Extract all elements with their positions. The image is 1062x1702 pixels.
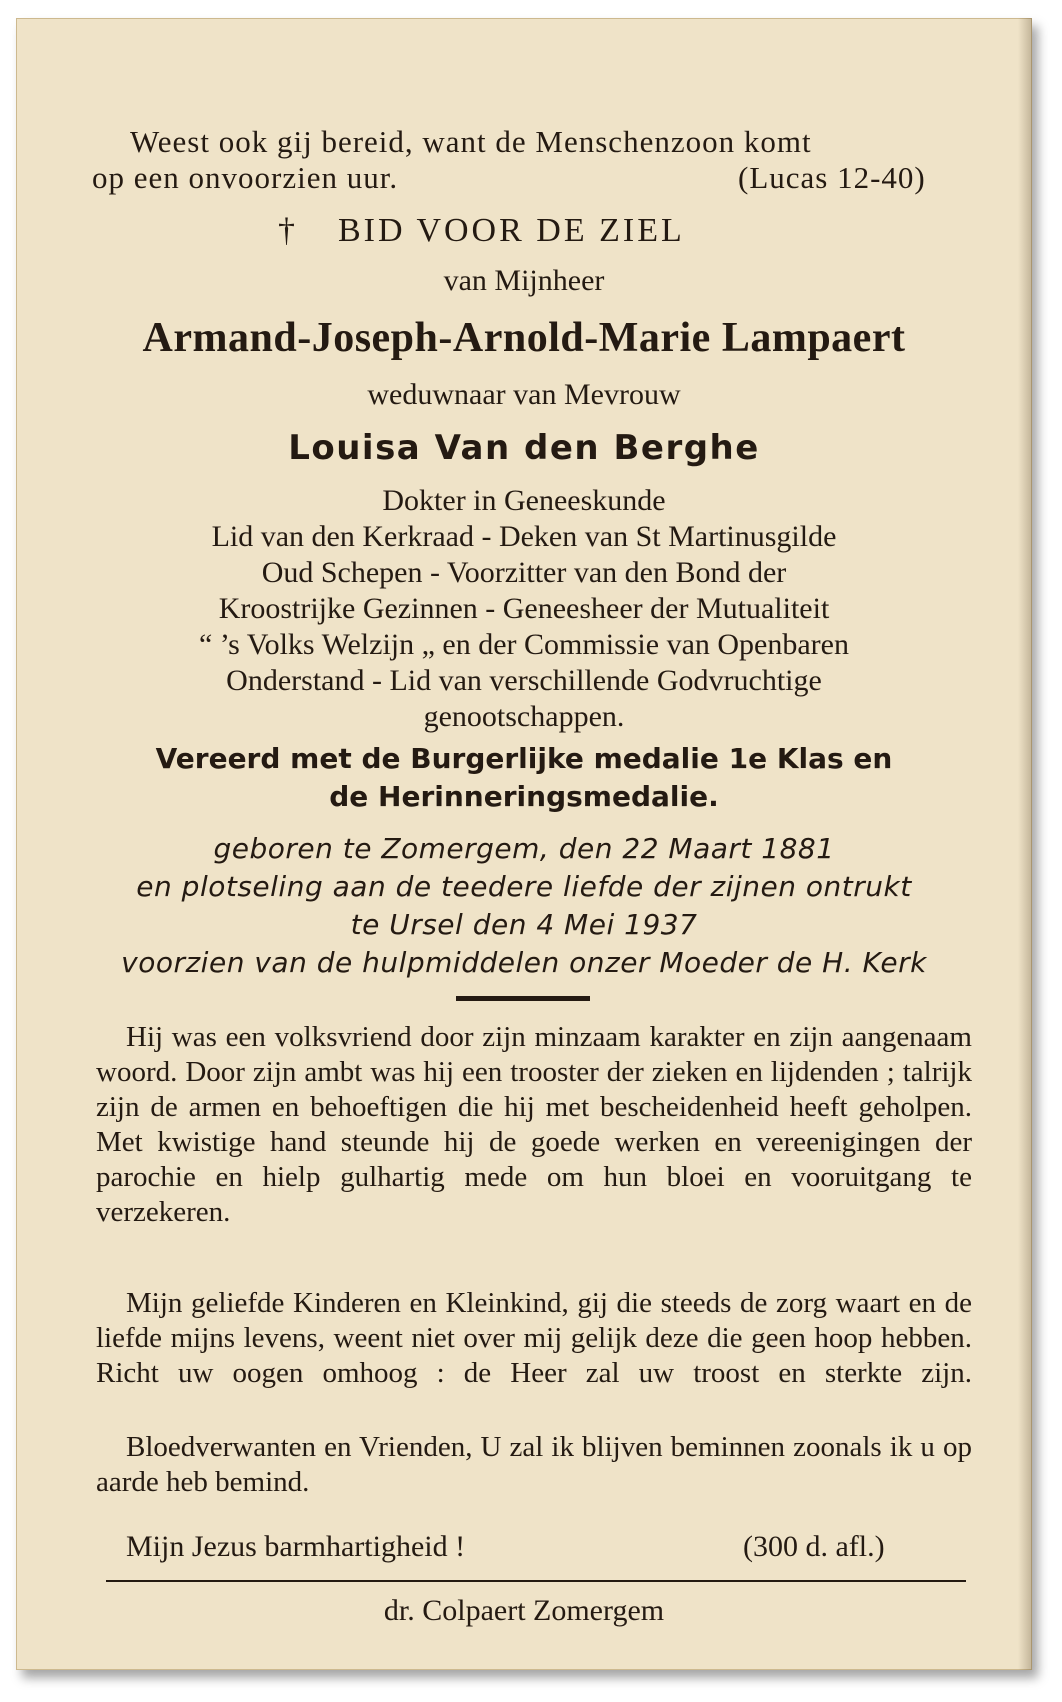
- paragraph-biography: Hij was een volksvriend door zijn minzaam karakter en zijn aangenaam woord. Door zijn ambt was hij een trooster der zieken en lijdenden ; talrijk zijn de armen en behoeftigen die hij met bescheidenheid heeft geholpen. Met kwistige hand steunde hij de goede werken en vereenigingen der parochie en hielp gulhartig mede om hun bloei en vooruitgang te verzekeren.: [96, 1021, 972, 1228]
- memorial-card: [16, 18, 1032, 1670]
- closing-prayer: Mijn Jezus barmhartigheid !: [126, 1530, 466, 1563]
- honors-line: de Herinneringsmedalie.: [329, 780, 719, 813]
- deceased-name: Armand-Joseph-Arnold-Marie Lampaert: [142, 315, 906, 361]
- prayer-heading: BID VOOR DE ZIEL: [338, 212, 685, 249]
- printer-credit: dr. Colpaert Zomergem: [383, 1594, 665, 1627]
- widower-line: weduwnaar van Mevrouw: [367, 378, 681, 411]
- title-line: Onderstand - Lid van verschillende Godvruchtige: [226, 664, 822, 697]
- title-line: “ ’s Volks Welzijn „ en der Commissie van Openbaren: [199, 628, 849, 661]
- title-line: Oud Schepen - Voorzitter van den Bond der: [261, 556, 787, 589]
- date-line: voorzien van de hulpmiddelen onzer Moeder de H. Kerk: [121, 946, 927, 979]
- quote-reference: (Lucas 12-40): [738, 160, 926, 195]
- indulgence-note: (300 d. afl.): [743, 1530, 885, 1563]
- title-line: Dokter in Geneeskunde: [382, 484, 666, 517]
- date-line: en plotseling aan de teedere liefde der zijnen ontrukt: [136, 870, 912, 903]
- quote-line-2: op een onvoorzien uur.: [92, 160, 399, 195]
- paragraph-friends: Bloedverwanten en Vrienden, U zal ik blijven beminnen zoonals ik u op aarde heb bemind.: [96, 1431, 972, 1498]
- paragraph-family: Mijn geliefde Kinderen en Kleinkind, gij die steeds de zorg waart en de liefde mijns levens, weent niet over mij gelijk deze die geen hoop hebben. Richt uw oogen omhoog : de Heer zal uw troost en sterkte zijn.: [96, 1287, 972, 1389]
- title-line: Lid van den Kerkraad - Deken van St Martinusgilde: [211, 520, 837, 553]
- divider-long: [106, 1580, 966, 1582]
- title-line: Kroostrijke Gezinnen - Geneesheer der Mutualiteit: [218, 592, 830, 625]
- quote-line-1: Weest ook gij bereid, want de Menschenzoon komt: [130, 124, 812, 159]
- title-line: genootschappen.: [423, 700, 625, 733]
- honors-line: Vereerd met de Burgerlijke medalie 1e Klas en: [155, 742, 893, 775]
- date-line: te Ursel den 4 Mei 1937: [350, 908, 698, 941]
- van-mijnheer: van Mijnheer: [443, 264, 605, 297]
- cross-icon: †: [278, 212, 298, 249]
- divider-short: [456, 996, 590, 1001]
- spouse-name: Louisa Van den Berghe: [288, 428, 760, 468]
- date-line: geboren te Zomergem, den 22 Maart 1881: [213, 832, 835, 865]
